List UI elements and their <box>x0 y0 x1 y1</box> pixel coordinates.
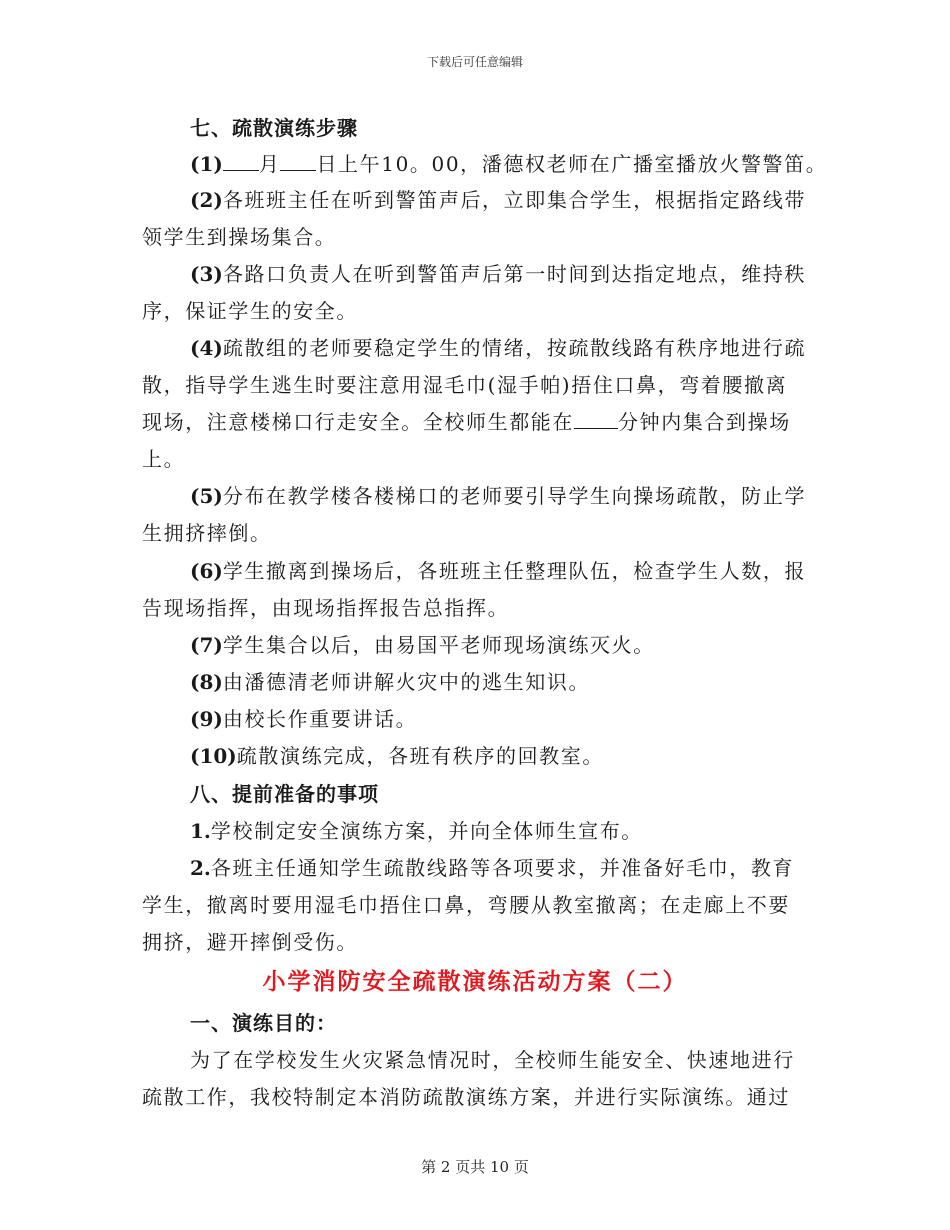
step-8-text: 由潘德清老师讲解火灾中的逃生知识。 <box>222 670 591 694</box>
step-4-text: 疏散组的老师要稳定学生的情绪，按疏散线路有秩序地进行疏 <box>222 336 807 360</box>
step-4-line-3-b: 分钟内集合到操场 <box>618 410 791 434</box>
section-1-line-1: 为了在学校发生火灾紧急情况时，全校师生能安全、快速地进行 <box>190 1048 795 1072</box>
blank-month <box>223 152 259 171</box>
step-4-line-2: 散，指导学生逃生时要注意用湿毛巾(湿手帕)捂住口鼻，弯着腰撤离 <box>142 373 788 397</box>
page-header-note: 下载后可任意编辑 <box>426 55 523 69</box>
step-5-text: 分布在教学楼各楼梯口的老师要引导学生向操场疏散，防止学 <box>222 484 807 508</box>
step-2-text: 各班班主任在听到警笛声后，立即集合学生，根据指定路线带 <box>222 188 807 212</box>
step-3-line-2: 序，保证学生的安全。 <box>142 299 358 323</box>
step-8-number: (8) <box>190 670 223 694</box>
page-footer: 第 2 页共 10 页 <box>421 1158 529 1176</box>
step-9-text: 由校长作重要讲话。 <box>222 707 418 731</box>
step-3-line-1 <box>190 262 806 286</box>
step-1 <box>190 152 827 176</box>
step-4-line-3 <box>142 410 791 434</box>
document-title: 小学消防安全疏散演练活动方案（二） <box>262 968 688 995</box>
step-2-line-2: 领学生到操场集合。 <box>142 225 337 249</box>
step-4-line-1 <box>190 336 806 360</box>
step-7 <box>190 633 655 657</box>
step-10-text: 疏散演练完成，各班有秩序的回教室。 <box>236 744 604 768</box>
section-1-heading: 一、演练目的： <box>190 1011 337 1035</box>
step-1-number: (1) <box>190 152 223 176</box>
step-6-line-2: 告现场指挥，由现场指挥报告总指挥。 <box>142 596 510 620</box>
prep-item-1-number: 1. <box>190 819 211 843</box>
step-4-number: (4) <box>190 336 223 360</box>
blank-day <box>280 152 316 171</box>
step-6-number: (6) <box>190 559 223 583</box>
prep-item-2-text: 各班主任通知学生疏散线路等各项要求，并准备好毛巾，教育 <box>210 856 795 880</box>
prep-item-2-number: 2. <box>190 856 211 880</box>
step-1-month: 月 <box>258 152 281 176</box>
step-5-number: (5) <box>190 484 223 508</box>
step-3-text: 各路口负责人在听到警笛声后第一时间到达指定地点，维持秩 <box>222 262 807 286</box>
step-8 <box>190 670 590 694</box>
step-2-line-1 <box>190 188 806 212</box>
section-1-line-2: 疏散工作，我校特制定本消防疏散演练方案，并进行实际演练。通过 <box>142 1085 790 1109</box>
step-10-number: (10) <box>190 744 237 768</box>
prep-item-2-line-1 <box>190 856 794 880</box>
step-2-number: (2) <box>190 188 223 212</box>
step-6-line-1 <box>190 559 806 583</box>
step-3-number: (3) <box>190 262 223 286</box>
step-9-number: (9) <box>190 707 223 731</box>
step-5-line-1 <box>190 484 806 508</box>
prep-item-2-line-2: 学生，撤离时要用湿毛巾捂住口鼻，弯腰从教室撤离；在走廊上不要 <box>142 893 790 917</box>
step-6-text: 学生撤离到操场后，各班班主任整理队伍，检查学生人数，报 <box>222 559 807 583</box>
prep-item-1 <box>190 819 643 843</box>
step-9 <box>190 707 417 731</box>
step-4-line-4: 上。 <box>142 447 186 471</box>
section-8-heading: 八、提前准备的事项 <box>190 782 379 806</box>
section-7-heading: 七、疏散演练步骤 <box>190 116 358 140</box>
prep-item-1-text: 学校制定安全演练方案，并向全体师生宣布。 <box>210 819 643 843</box>
step-7-text: 学生集合以后，由易国平老师现场演练灭火。 <box>222 633 655 657</box>
step-7-number: (7) <box>190 633 223 657</box>
blank-minutes <box>574 410 618 429</box>
step-5-line-2: 生拥挤摔倒。 <box>142 521 272 545</box>
step-1-text: 日上午10。00，潘德权老师在广播室播放火警警笛。 <box>316 152 828 176</box>
step-10 <box>190 744 604 768</box>
prep-item-2-line-3: 拥挤，避开摔倒受伤。 <box>142 930 358 954</box>
step-4-line-3-a: 现场，注意楼梯口行走安全。全校师生都能在 <box>142 410 574 434</box>
